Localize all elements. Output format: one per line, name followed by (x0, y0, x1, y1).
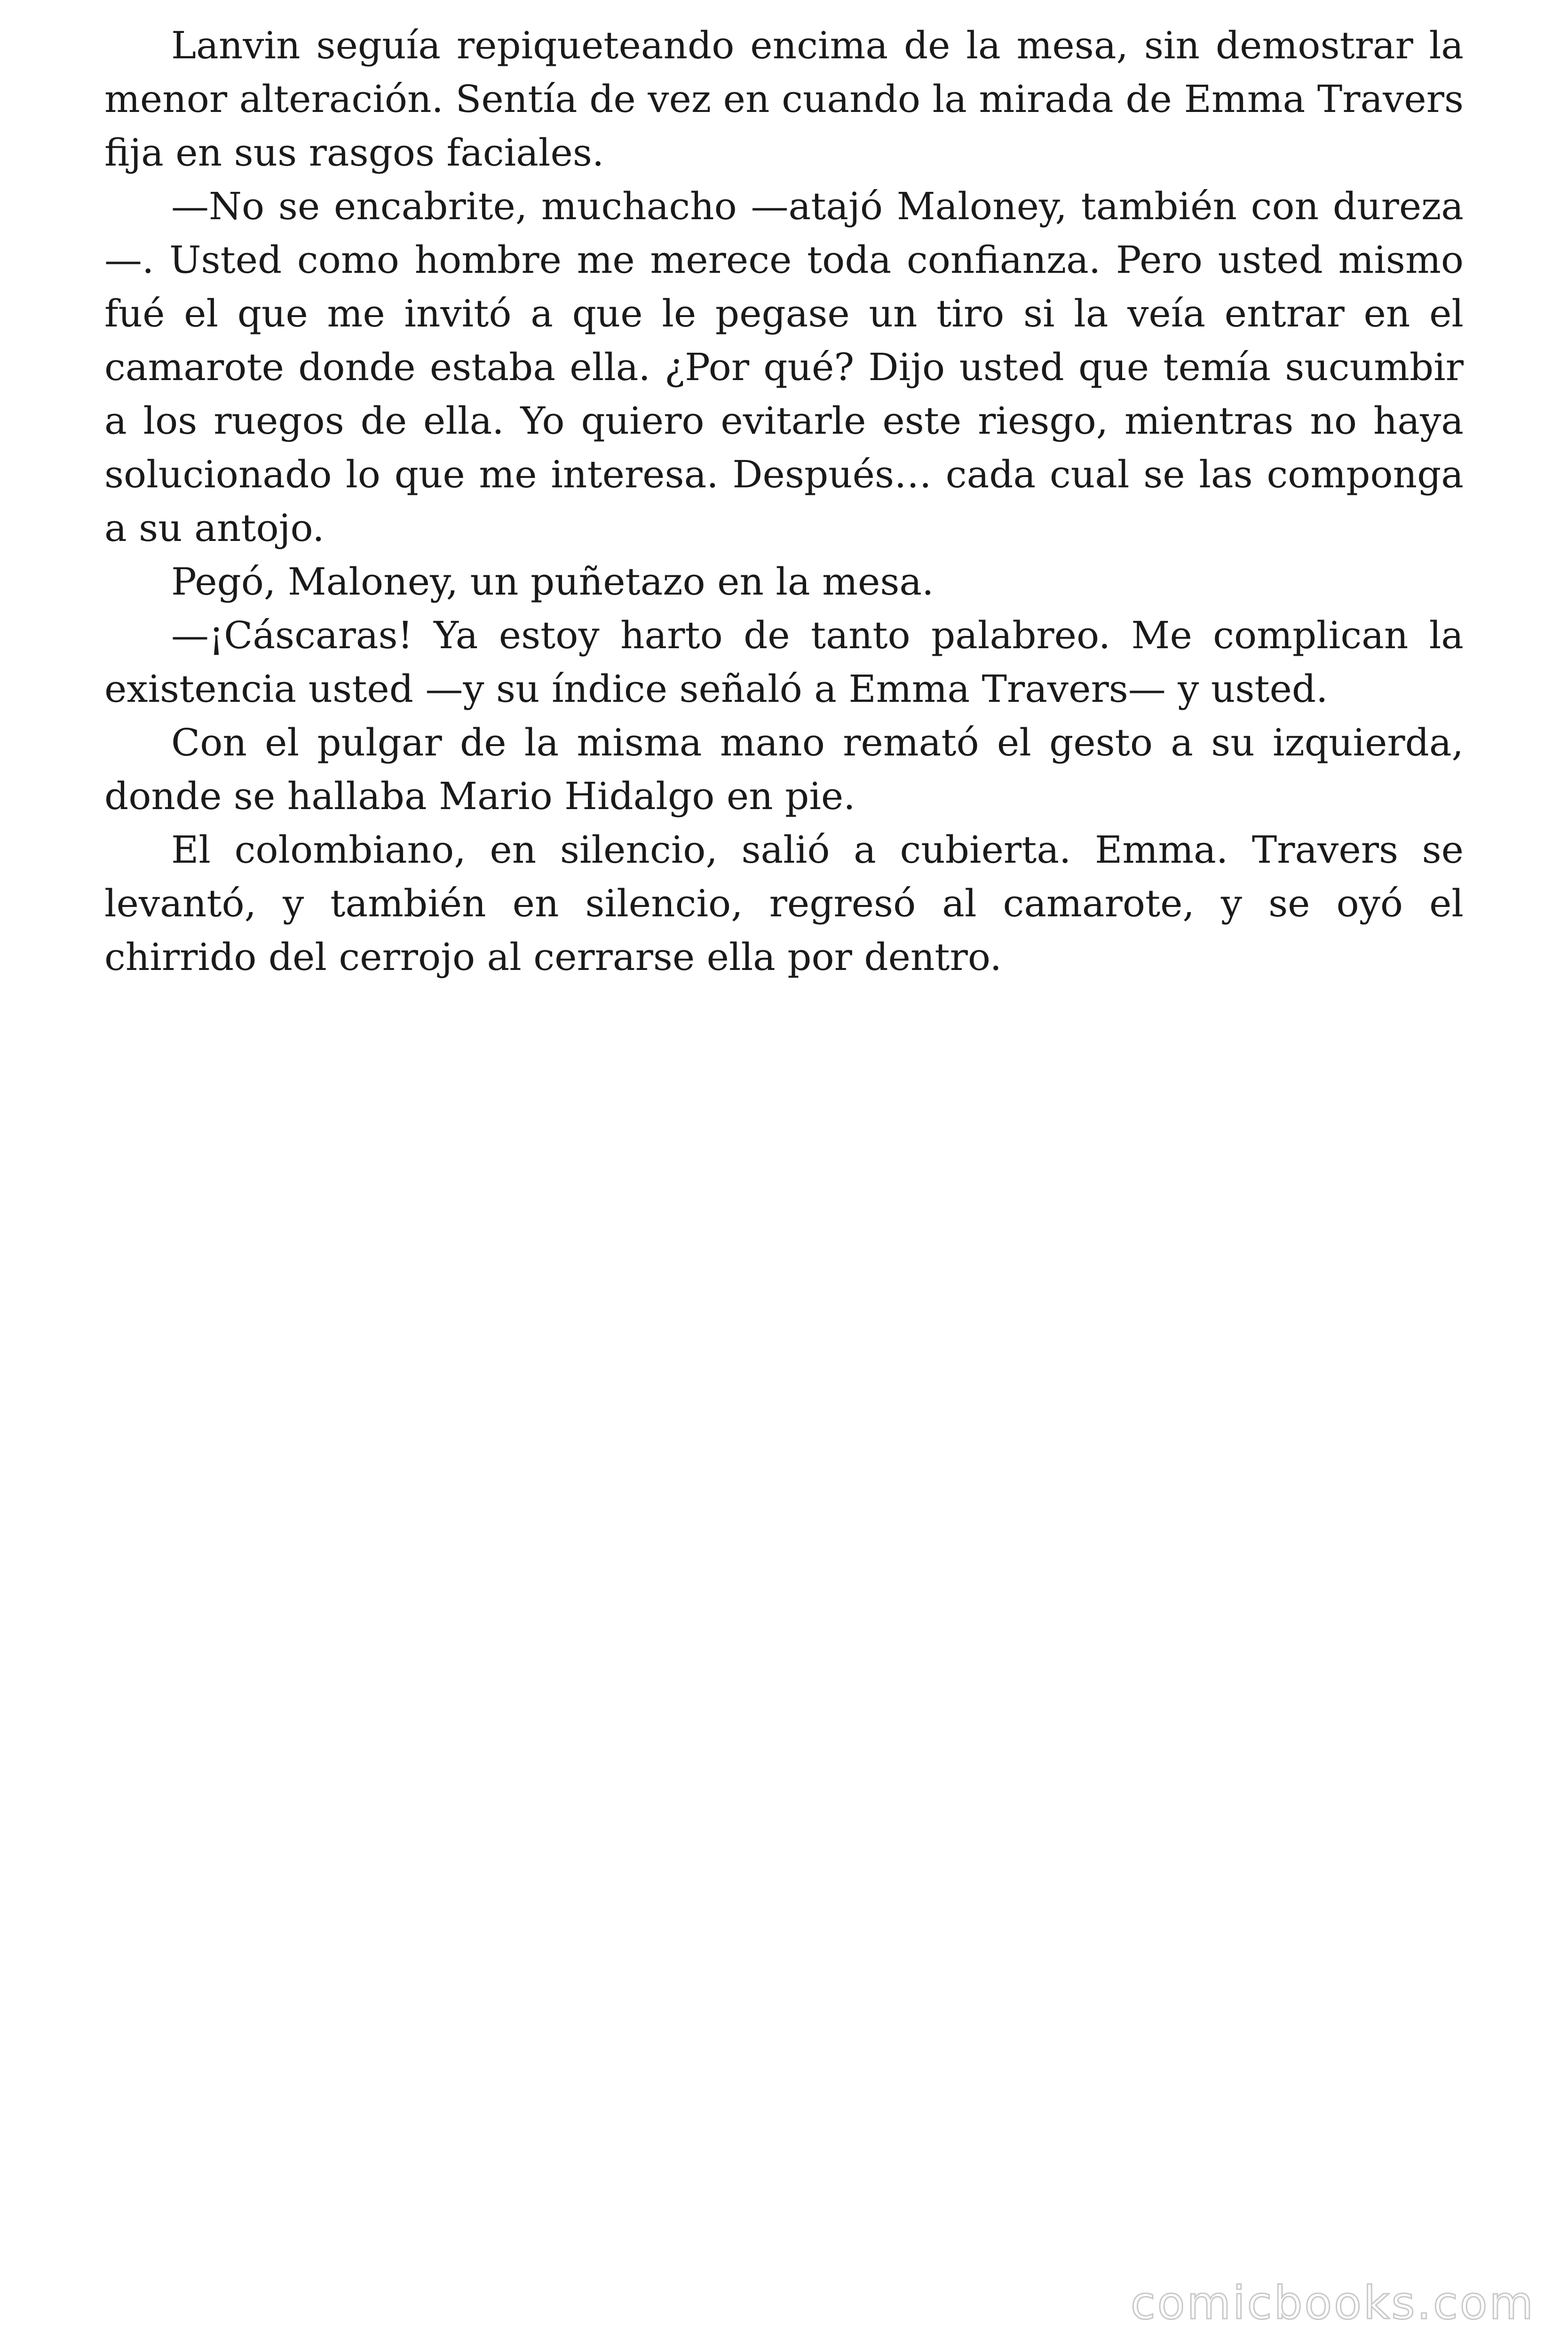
paragraph: —No se encabrite, muchacho —atajó Maloney, también con dureza —. Usted como hombre me merece toda confianza. Pero usted mismo fué el que me invitó a que le pegase un tiro si la veía entrar en el camarote donde estaba ella. ¿Por qué? Dijo usted que temía sucumbir a los ruegos de ella. Yo quiero evitarle este riesgo, mientras no haya solucionado lo que me interesa. Después… cada cual se las componga a su antojo. (104, 184, 1464, 550)
paragraph: Con el pulgar de la misma mano remató el gesto a su izquierda, donde se hallaba Mario Hidalgo en pie. (104, 721, 1464, 818)
body-text (104, 19, 1464, 984)
watermark: comicbooks.com (1130, 2277, 1535, 2329)
paragraph: El colombiano, en silencio, salió a cubierta. Emma. Travers se levantó, y también en silencio, regresó al camarote, y se oyó el chirrido del cerrojo al cerrarse ella por dentro. (104, 828, 1464, 979)
paragraph: —¡Cáscaras! Ya estoy harto de tanto palabreo. Me complican la existencia usted —y su índice señaló a Emma Travers— y usted. (104, 613, 1464, 711)
paragraph: Pegó, Maloney, un puñetazo en la mesa. (171, 560, 934, 604)
paragraph: Lanvin seguía repiqueteando encima de la mesa, sin demostrar la menor alteración. Sentía de vez en cuando la mirada de Emma Travers fija en sus rasgos faciales. (104, 24, 1464, 175)
